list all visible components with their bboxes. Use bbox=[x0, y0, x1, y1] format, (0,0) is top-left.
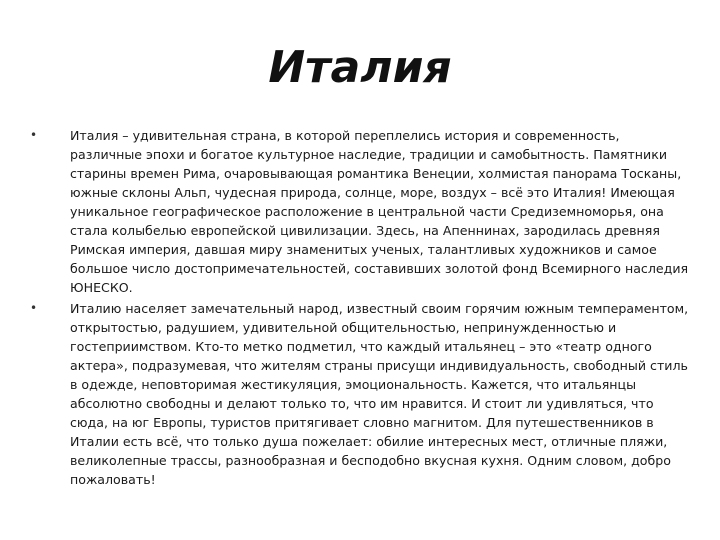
bullet-marker-2: • bbox=[30, 301, 38, 315]
bullet-marker-1: • bbox=[30, 128, 38, 142]
bullet-text-2: Италию населяет замечательный народ, известный своим горячим южным темпераментом, открытостью, радушием, удивительной общительностью, непринужденностью и гостеприимством. Кто-то метко подметил, что каждый итальянец – это «театр одного актера», подразумевая, что жителям страны присущи индивидуальность, свободный стиль в одежде, неповторимая жестикуляция, эмоциональность. Кажется, что итальянцы абсолютно свободны и делают только то, что им нравится. И стоит ли удивляться, что сюда, на юг Европы, туристов притягивает словно магнитом. Для путешественников в Италии есть всё, что только душа пожелает: обилие интересных мест, отличные пляжи, великолепные трассы, разнообразная и бесподобно вкусная кухня. Одним словом, добро пожаловать! bbox=[70, 301, 689, 487]
slide-title: Италия bbox=[268, 42, 452, 93]
bullet-list bbox=[30, 126, 690, 489]
bullet-item-1 bbox=[30, 126, 690, 297]
bullet-text-1: Италия – удивительная страна, в которой переплелись история и современность, различные эпохи и богатое культурное наследие, традиции и самобытность. Памятники старины времен Рима, очаровывающая романтика Венеции, холмистая панорама Тосканы, южные склоны Альп, чудесная природа, солнце, море, воздух – всё это Италия! Имеющая уникальное географическое расположение в центральной части Средиземноморья, она стала колыбелью европейской цивилизации. Здесь, на Апеннинах, зародилась древняя Римская империя, давшая миру знаменитых ученых, талантливых художников и самое большое число достопримечательностей, составивших золотой фонд Всемирного наследия ЮНЕСКО. bbox=[70, 128, 689, 295]
bullet-item-2 bbox=[30, 299, 690, 489]
